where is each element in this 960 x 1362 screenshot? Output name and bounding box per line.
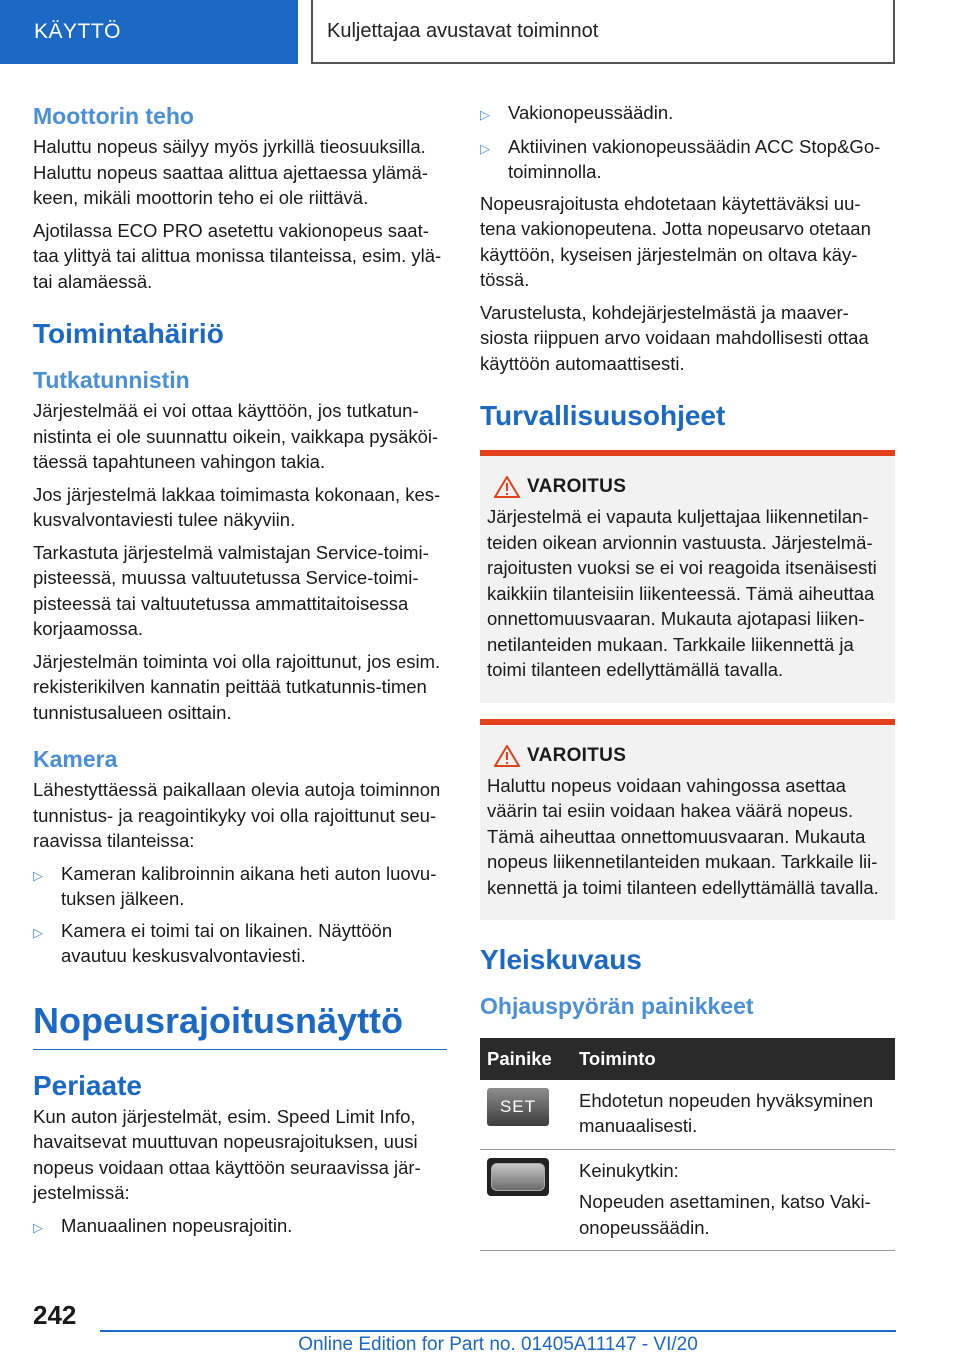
- list-item-text: Manuaalinen nopeusrajoitin.: [61, 1214, 293, 1236]
- table-row: [480, 1080, 895, 1150]
- list-item: [33, 918, 447, 969]
- table-cell: [480, 1149, 572, 1251]
- warning-box: [480, 450, 895, 703]
- table-cell: [572, 1149, 895, 1251]
- paragraph: Haluttu nopeus säilyy myös jyrkillä tieosuuksilla. Haluttu nopeus saattaa alittua ajettaessa ylämä-keen, mikäli moottorin teho ei ole riittävä.: [33, 136, 428, 208]
- set-button-label: SET: [499, 1096, 537, 1116]
- warning-header: [487, 745, 888, 767]
- rocker-switch-icon: [487, 1158, 549, 1196]
- section-tab: KÄYTTÖ: [0, 0, 298, 64]
- table-header-cell: Toiminto: [572, 1038, 895, 1080]
- paragraph: Jos järjestelmä lakkaa toimimasta kokonaan, kes-kusvalvontaviesti tulee näkyviin.: [33, 483, 441, 530]
- heading-periaate: Periaate: [33, 1069, 142, 1101]
- bullet-triangle-icon: ▷: [33, 924, 43, 940]
- list-item: [33, 1213, 447, 1241]
- heading-yleiskuvaus: Yleiskuvaus: [480, 944, 642, 975]
- heading-turvallisuusohjeet: Turvallisuusohjeet: [480, 400, 726, 431]
- bullet-triangle-icon: ▷: [480, 140, 490, 156]
- heading-toimintahairio: Toimintahäiriö: [33, 318, 224, 349]
- cell-text: Keinukytkin:: [579, 1159, 679, 1181]
- list-item: [33, 861, 447, 912]
- warning-triangle-icon: [487, 745, 527, 767]
- bullet-triangle-icon: ▷: [480, 107, 490, 122]
- paragraph: Nopeusrajoitusta ehdotetaan käytettäväksi uu-tena vakionopeutena. Jotta nopeusarvo otetaan käyttöön, kyseisen järjestelmän on oltava käy-tössä.: [480, 192, 871, 290]
- list-item-text: Aktiivinen vakionopeussäädin ACC Stop&Go-toiminnolla.: [508, 135, 881, 182]
- bullet-triangle-icon: ▷: [33, 867, 43, 883]
- list-item-text: Kameran kalibroinnin aikana heti auton luovu-tuksen jälkeen.: [61, 862, 437, 909]
- heading-kamera: Kamera: [33, 746, 118, 772]
- paragraph: Kun auton järjestelmät, esim. Speed Limit Info, havaitsevat muuttuvan nopeusrajoituksen, uusi nopeus voidaan ottaa käyttöön seuraavissa jär-jestelmissä:: [33, 1105, 421, 1203]
- paragraph: Tarkastuta järjestelmä valmistajan Service-toimi-pisteessä, muussa valtuutetussa Service-toimi-pisteessä tai valtuutetussa ammattitaitoisessa korjaamossa.: [33, 541, 429, 639]
- table-header-cell: Painike: [480, 1038, 572, 1080]
- footer-divider: [100, 1330, 896, 1332]
- cell-text: Nopeuden asettaminen, katso Vaki-onopeussäädin.: [579, 1191, 871, 1238]
- warning-header: [487, 476, 888, 498]
- right-column: [480, 100, 895, 1251]
- warning-title: VAROITUS: [527, 744, 627, 766]
- left-column: [33, 100, 447, 1246]
- warning-triangle-icon: [487, 476, 527, 498]
- heading-ohjauspyoran-painikkeet: Ohjauspyörän painikkeet: [480, 993, 754, 1019]
- list-item: [480, 134, 895, 185]
- paragraph: Lähestyttäessä paikallaan olevia autoja toiminnon tunnistus- ja reagointikyky voi olla rajoittunut seu-raavissa tilanteissa:: [33, 779, 441, 851]
- list-item-text: Vakionopeussäädin.: [508, 102, 674, 123]
- paragraph: Järjestelmää ei voi ottaa käyttöön, jos tutkatun-nistinta ei ole suunnattu oikein, vaikkapa pysäköi-täessä tapahtuneen vahingon takia.: [33, 400, 439, 472]
- paragraph: Varustelusta, kohdejärjestelmästä ja maaver-siosta riippuen arvo voidaan mahdollisesti ottaa käyttöön automaattisesti.: [480, 301, 869, 374]
- set-button-icon: [487, 1088, 549, 1126]
- heading-moottorin-teho: Moottorin teho: [33, 103, 194, 129]
- paragraph: Järjestelmän toiminta voi olla rajoittunut, jos esim. rekisterikilven kannatin peittää tutkatunnis-timen tunnistusalueen osittain.: [33, 650, 441, 723]
- footer-edition: Online Edition for Part no. 01405A11147 - VI/20: [298, 1334, 698, 1355]
- heading-tutkatunnistin: Tutkatunnistin: [33, 367, 190, 393]
- table-row: [480, 1149, 895, 1251]
- warning-box: [480, 719, 895, 921]
- table-header-row: [480, 1038, 895, 1080]
- page-number: 242: [33, 1300, 77, 1330]
- table-cell: [480, 1080, 572, 1150]
- warning-text: Haluttu nopeus voidaan vahingossa asettaa väärin tai esiin voidaan hakea väärä nopeus. Tämä aiheuttaa onnettomuusvaaran. Mukauta nopeus liikennetilanteiden mukaan. Tarkkaile lii-kennettä ja toimi tilanteen edellyttämällä tavalla.: [487, 774, 879, 898]
- button-table: [480, 1038, 895, 1251]
- table-cell: Ehdotetun nopeuden hyväksyminen manuaalisesti.: [572, 1080, 895, 1150]
- list-item: [480, 100, 895, 128]
- warning-text: Järjestelmä ei vapauta kuljettajaa liikennetilan-teiden oikean arvionnin vastuusta. Järjestelmä-rajoitusten vuoksi se ei voi reagoida itsenäisesti kaikkiin tilanteisiin liikenteessä. Tämä aiheuttaa onnettomuusvaaran. Mukauta ajotapasi liiken-netilanteiden mukaan. Tarkkaile liikennettä ja toimi tilanteen edellyttämällä tavalla.: [487, 506, 877, 680]
- chapter-title: Kuljettajaa avustavat toiminnot: [311, 0, 895, 64]
- list-item-text: Kamera ei toimi tai on likainen. Näyttöön avautuu keskusvalvontaviesti.: [61, 919, 393, 966]
- paragraph: Ajotilassa ECO PRO asetettu vakionopeus saat-taa ylittyä tai alittua monissa tilanteissa, esim. ylä- tai alamäessä.: [33, 219, 442, 292]
- warning-title: VAROITUS: [527, 476, 627, 497]
- bullet-triangle-icon: ▷: [33, 1219, 43, 1235]
- heading-nopeusrajoitusnaytto: Nopeusrajoitusnäyttö: [33, 999, 447, 1050]
